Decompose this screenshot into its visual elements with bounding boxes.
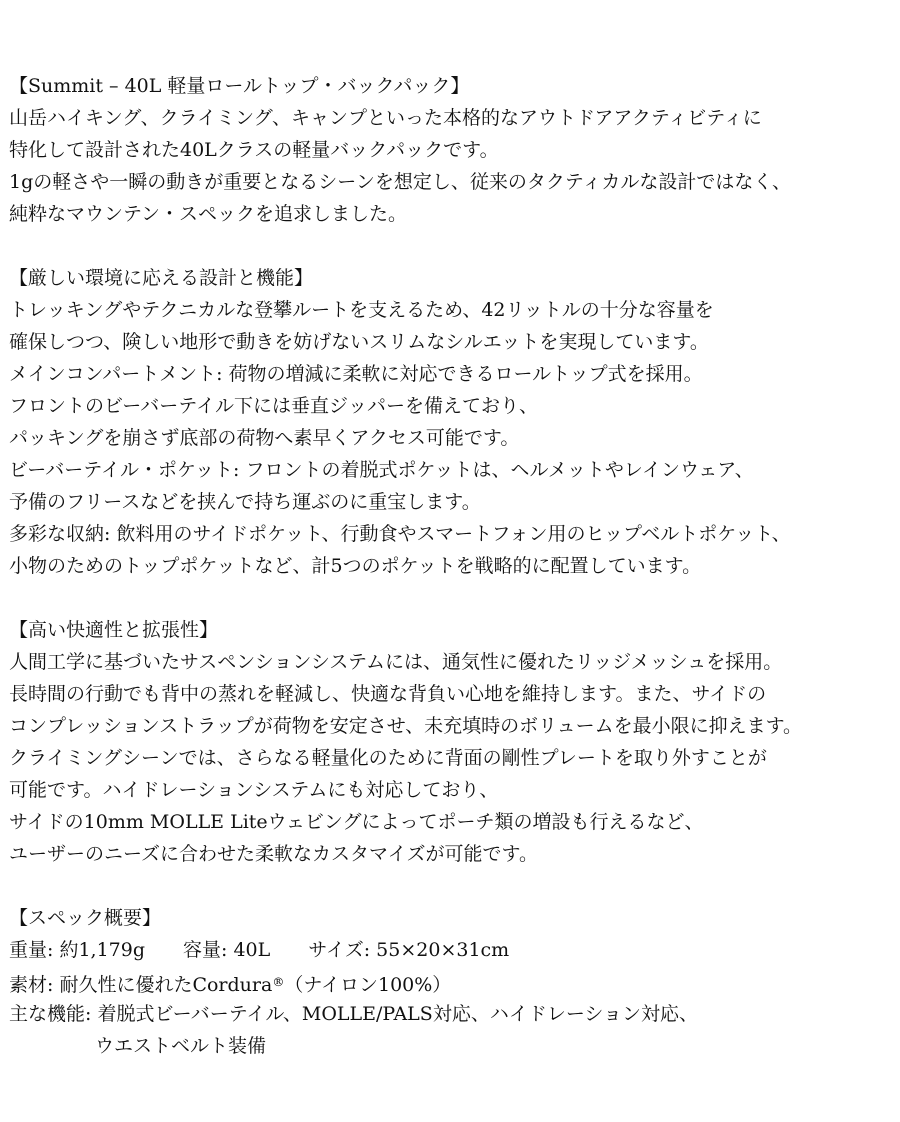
- paragraph-line: 確保しつつ、険しい地形で動きを妨げないスリムなシルエットを実現しています。: [9, 331, 709, 353]
- section-spacer: [9, 582, 897, 614]
- paragraph-line: 1gの軽さや一瞬の動きが重要となるシーンを想定し、従来のタクティカルな設計ではなく、: [9, 171, 791, 193]
- paragraph-line: フロントのビーバーテイル下には垂直ジッパーを備えており、: [9, 395, 538, 417]
- spec-material: 素材: 耐久性に優れたCordura: [9, 974, 273, 996]
- paragraph-line: 純粋なマウンテン・スペックを追求しました。: [9, 203, 408, 225]
- paragraph-line: クライミングシーンでは、さらなる軽量化のために背面の剛性プレートを取り外すことが: [9, 747, 767, 769]
- product-description: [9, 70, 897, 1062]
- paragraph-line: 人間工学に基づいたサスペンションシステムには、通気性に優れたリッジメッシュを採用。: [9, 651, 783, 673]
- section-comfort: [9, 614, 897, 870]
- spec-weight: 重量: 約1,179g: [9, 939, 145, 961]
- paragraph-line: メインコンパートメント: 荷物の増減に柔軟に対応できるロールトップ式を採用。: [9, 363, 703, 385]
- section-heading: 【スペック概要】: [9, 907, 162, 929]
- spec-row-dimensions: [9, 934, 897, 966]
- paragraph-line: トレッキングやテクニカルな登攀ルートを支えるため、42リットルの十分な容量を: [9, 299, 714, 321]
- section-intro: [9, 70, 897, 230]
- spec-material-detail: （ナイロン100%）: [284, 974, 452, 996]
- paragraph-line: ユーザーのニーズに合わせた柔軟なカスタマイズが可能です。: [9, 843, 538, 865]
- section-design: [9, 262, 897, 582]
- paragraph-line: 可能です。ハイドレーションシステムにも対応しており、: [9, 779, 499, 801]
- spec-size: サイズ: 55×20×31cm: [308, 939, 510, 961]
- paragraph-line: 予備のフリースなどを挟んで持ち運ぶのに重宝します。: [9, 491, 481, 513]
- spec-row-material: [9, 966, 897, 998]
- paragraph-line: 小物のためのトップポケットなど、計5つのポケットを戦略的に配置しています。: [9, 555, 702, 577]
- spec-capacity: 容量: 40L: [183, 939, 271, 961]
- spec-row-features-cont: ウエストベルト装備: [95, 1035, 267, 1057]
- paragraph-line: 長時間の行動でも背中の蒸れを軽減し、快適な背負い心地を維持します。また、サイドの: [9, 683, 767, 705]
- paragraph-line: 特化して設計された40Lクラスの軽量バックパックです。: [9, 139, 499, 161]
- spec-row-features: 主な機能: 着脱式ビーバーテイル、MOLLE/PALS対応、ハイドレーション対応、: [9, 1003, 699, 1025]
- section-heading: 【高い快適性と拡張性】: [9, 619, 219, 641]
- paragraph-line: サイドの10mm MOLLE Liteウェビングによってポーチ類の増設も行えるなど、: [9, 811, 704, 833]
- paragraph-line: 多彩な収納: 飲料用のサイドポケット、行動食やスマートフォン用のヒップベルトポケット、: [9, 523, 791, 545]
- section-spacer: [9, 870, 897, 902]
- section-heading: 【厳しい環境に応える設計と機能】: [9, 267, 314, 289]
- section-spacer: [9, 230, 897, 262]
- paragraph-line: コンプレッションストラップが荷物を安定させ、未充填時のボリュームを最小限に抑えます。: [9, 715, 803, 737]
- section-specs: [9, 902, 897, 1062]
- paragraph-line: 山岳ハイキング、クライミング、キャンプといった本格的なアウトドアアクティビティに: [9, 107, 762, 129]
- registered-mark: ®: [272, 975, 285, 989]
- paragraph-line: ビーバーテイル・ポケット: フロントの着脱式ポケットは、ヘルメットやレインウェア、: [9, 459, 754, 481]
- paragraph-line: パッキングを崩さず底部の荷物へ素早くアクセス可能です。: [9, 427, 520, 449]
- section-heading: 【Summit – 40L 軽量ロールトップ・バックパック】: [9, 75, 470, 97]
